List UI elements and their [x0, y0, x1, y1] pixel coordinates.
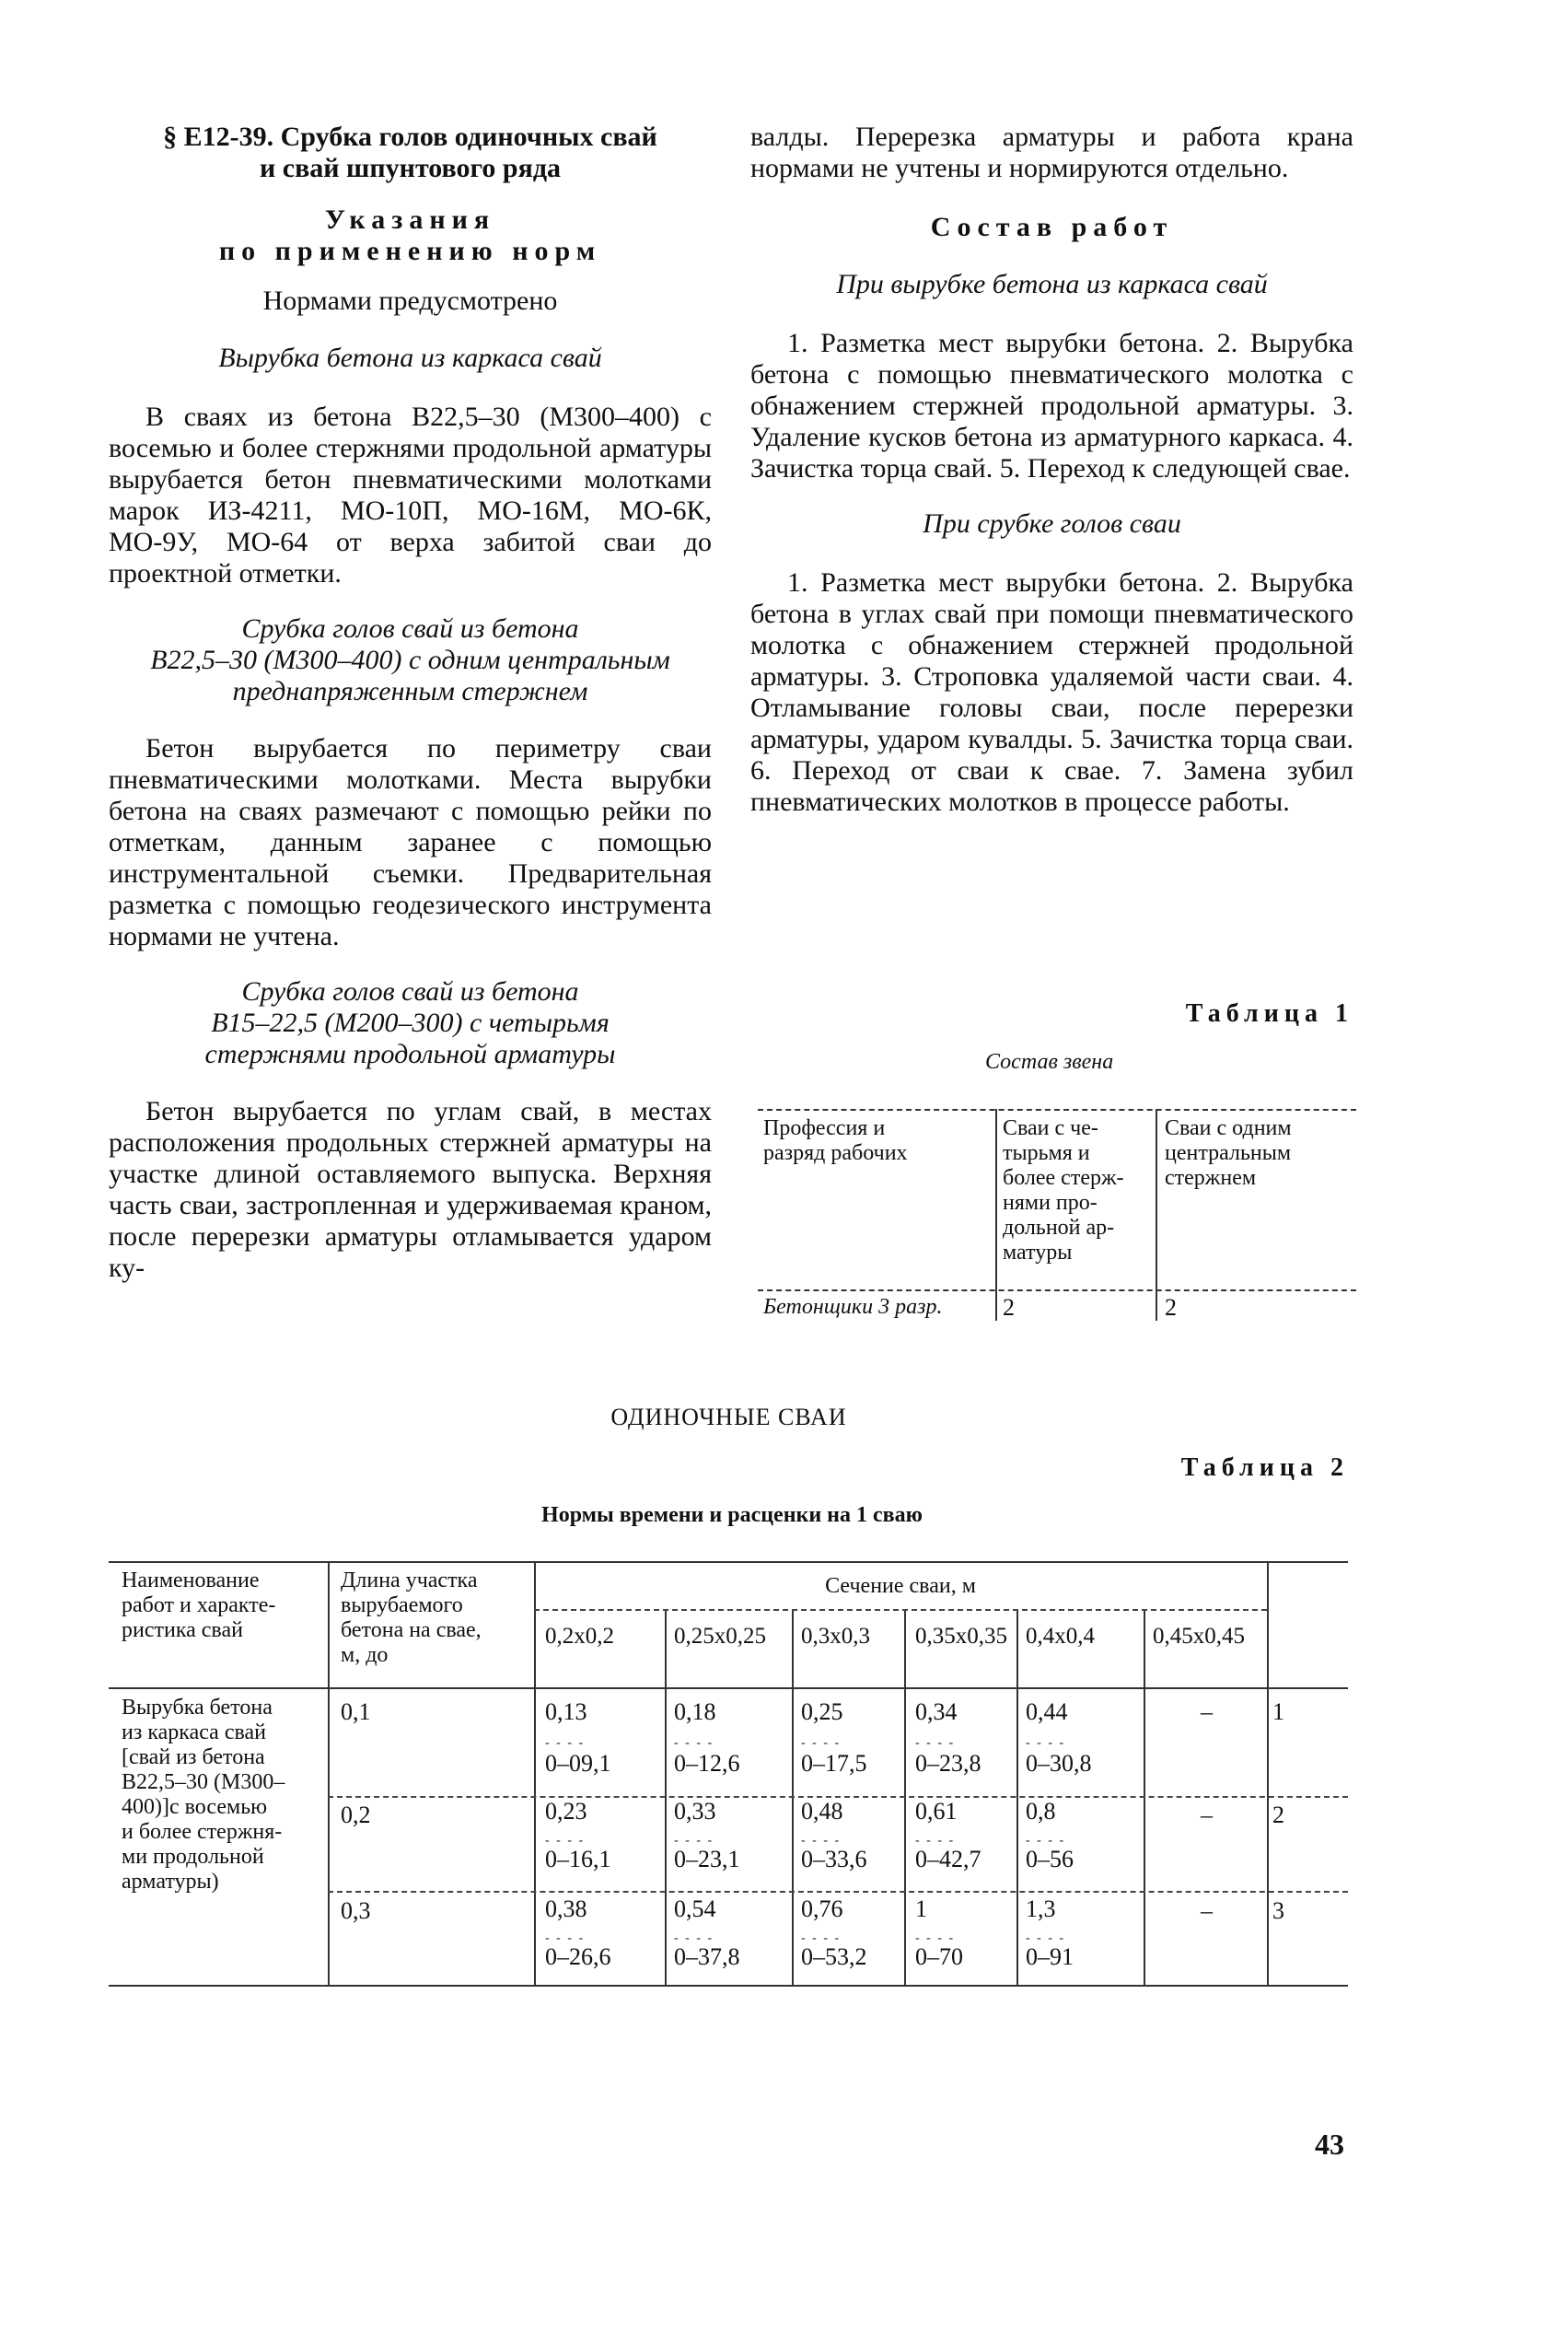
- paragraph: 1. Разметка мест вырубки бетона. 2. Вырубка бетона с помощью пневматического молотка с обнажением стержней продольной арматуры. 3. Удаление кусков бетона из арматурного каркаса. 4. Зачистка торца свай. 5. Переход к следующей свае.: [750, 328, 1353, 484]
- size-header: 0,25x0,25: [674, 1624, 766, 1649]
- table1-row-label: Бетонщики 3 разр.: [763, 1295, 943, 1319]
- paragraph: валды. Перерезка арматуры и работа крана нормами не учтены и нормируются отдельно.: [750, 122, 1353, 183]
- time-norm: 0,8: [1026, 1798, 1056, 1825]
- subheading: В22,5–30 (М300–400) с одним центральным: [150, 645, 670, 675]
- table1-header-four-bars: [1003, 1116, 1124, 1265]
- header-line: более стерж-: [1003, 1166, 1124, 1190]
- left-column: [109, 122, 712, 1284]
- time-norm: 0,38: [545, 1895, 587, 1922]
- header-line: Сваи с одним: [1165, 1116, 1292, 1140]
- table1-caption: Состав звена: [985, 1050, 1114, 1074]
- time-norm: 0,48: [801, 1798, 843, 1825]
- fraction-rule: - - - -: [545, 1931, 586, 1945]
- empty-dash: –: [1201, 1802, 1213, 1828]
- header-line: ристика свай: [122, 1618, 243, 1642]
- header-line: центральным: [1165, 1141, 1292, 1165]
- size-header: 0,35x0,35: [915, 1624, 1007, 1649]
- header-line: м, до: [341, 1643, 389, 1667]
- table1-row-value: 2: [1003, 1294, 1015, 1321]
- section-heading: § Е12-39. Срубка голов одиночных свай: [163, 122, 657, 152]
- name-line: Вырубка бетона: [122, 1696, 273, 1720]
- subheading: преднапряженным стержнем: [232, 676, 588, 706]
- table2-col-divider: [328, 1561, 330, 1985]
- header-line: Длина участка: [341, 1568, 478, 1592]
- fraction-rule: - - - -: [801, 1834, 842, 1848]
- table1-row-value: 2: [1165, 1294, 1177, 1321]
- fraction-rule: - - - -: [915, 1736, 956, 1750]
- guidelines-heading: Указания: [324, 204, 496, 235]
- guidelines-heading-cont: по применению норм: [218, 236, 602, 266]
- size-header: 0,4x0,4: [1026, 1624, 1095, 1649]
- work-composition-heading: Состав работ: [930, 212, 1174, 242]
- fraction-rule: - - - -: [674, 1834, 714, 1848]
- header-line: Сваи с че-: [1003, 1116, 1098, 1140]
- time-norm: 1,3: [1026, 1895, 1056, 1922]
- provided-text: Нормами предусмотрено: [262, 286, 558, 316]
- subheading: В15–22,5 (М200–300) с четырьмя: [211, 1008, 610, 1038]
- table2-header-name: [122, 1568, 275, 1643]
- header-line: дольной ар-: [1003, 1216, 1115, 1240]
- header-line: бетона на свае,: [341, 1618, 482, 1642]
- fraction-rule: - - - -: [915, 1931, 956, 1945]
- fraction-rule: - - - -: [1026, 1931, 1066, 1945]
- fraction-rule: - - - -: [801, 1931, 842, 1945]
- rate-cost: 0–23,8: [915, 1750, 981, 1777]
- time-norm: 0,25: [801, 1698, 843, 1725]
- rate-cost: 0–23,1: [674, 1846, 740, 1872]
- fraction-rule: - - - -: [915, 1834, 956, 1848]
- time-norm: 0,33: [674, 1798, 716, 1825]
- rate-cost: 0–91: [1026, 1943, 1074, 1970]
- size-header: 0,2x0,2: [545, 1624, 614, 1649]
- time-norm: 0,76: [801, 1895, 843, 1922]
- rate-cost: 0–53,2: [801, 1943, 867, 1970]
- table2-col-divider: [1267, 1561, 1269, 1985]
- time-norm: 0,44: [1026, 1698, 1068, 1725]
- table1-label: Таблица 1: [1185, 999, 1353, 1028]
- table2-row-rule: [328, 1891, 1348, 1893]
- header-line: стержнем: [1165, 1166, 1257, 1190]
- time-norm: 0,18: [674, 1698, 716, 1725]
- size-header: 0,3x0,3: [801, 1624, 870, 1649]
- empty-dash: –: [1201, 1698, 1213, 1725]
- header-line: вырубаемого: [341, 1593, 463, 1617]
- fraction-rule: - - - -: [801, 1736, 842, 1750]
- name-line: арматуры): [122, 1870, 219, 1894]
- header-line: нями про-: [1003, 1191, 1098, 1215]
- fraction-rule: - - - -: [674, 1931, 714, 1945]
- rate-cost: 0–09,1: [545, 1750, 611, 1777]
- row-number: 2: [1272, 1802, 1284, 1828]
- empty-dash: –: [1201, 1897, 1213, 1924]
- table2-work-name: [122, 1696, 285, 1895]
- fraction-rule: - - - -: [1026, 1834, 1066, 1848]
- rate-cost: 0–17,5: [801, 1750, 867, 1777]
- fraction-rule: - - - -: [1026, 1736, 1066, 1750]
- table2-header-rule: [109, 1687, 1348, 1689]
- subheading: стержнями продольной арматуры: [204, 1039, 616, 1069]
- header-line: тырьмя и: [1003, 1141, 1090, 1165]
- size-header: 0,45x0,45: [1153, 1624, 1245, 1649]
- length-cell: 0,2: [341, 1802, 371, 1828]
- table2-label: Таблица 2: [1180, 1453, 1349, 1482]
- rate-cost: 0–37,8: [674, 1943, 740, 1970]
- time-norm: 1: [915, 1895, 927, 1922]
- table1-top-rule: [758, 1109, 1356, 1111]
- name-line: и более стержня-: [122, 1820, 283, 1844]
- rate-cost: 0–70: [915, 1943, 963, 1970]
- rate-cost: 0–42,7: [915, 1846, 981, 1872]
- fraction-rule: - - - -: [545, 1834, 586, 1848]
- table2-col-divider: [534, 1561, 536, 1985]
- paragraph: Бетон вырубается по периметру сваи пневматическими молотками. Места вырубки бетона на сваях размечают с помощью рейки по отметкам, данным заранее с помощью инструментальной съемки. Предварительная разметка с помощью геодезического инструмента нормами не учтена.: [109, 733, 712, 951]
- name-line: В22,5–30 (М300–: [122, 1770, 285, 1794]
- row-number: 1: [1272, 1698, 1284, 1725]
- subheading: Срубка голов свай из бетона: [241, 613, 579, 644]
- subheading: Вырубка бетона из каркаса свай: [218, 343, 602, 373]
- section-heading-cont: и свай шпунтового ряда: [259, 153, 562, 183]
- time-norm: 0,13: [545, 1698, 587, 1725]
- rate-cost: 0–12,6: [674, 1750, 740, 1777]
- length-cell: 0,1: [341, 1698, 371, 1725]
- rate-cost: 0–26,6: [545, 1943, 611, 1970]
- table1-header-central-bar: [1165, 1116, 1292, 1191]
- table2-header-length: [341, 1568, 482, 1668]
- paragraph: 1. Разметка мест вырубки бетона. 2. Вырубка бетона в углах свай при помощи пневматического молотка с обнажением стержней продольной арматуры. 3. Строповка удаляемой части сваи. 4. Отламывание головы сваи, после перерезки арматуры, ударом кувалды. 5. Зачистка торца сваи. 6. Переход от сваи к свае. 7. Замена зубил пневматических молотков в процессе работы.: [750, 567, 1353, 817]
- name-line: ми продольной: [122, 1845, 264, 1869]
- right-column: [750, 122, 1353, 818]
- time-norm: 0,34: [915, 1698, 958, 1725]
- header-line: Профессия и: [763, 1116, 886, 1140]
- table2-bottom-rule: [109, 1985, 1348, 1987]
- header-line: матуры: [1003, 1241, 1073, 1265]
- table2-title: Нормы времени и расценки на 1 сваю: [541, 1503, 923, 1527]
- rate-cost: 0–33,6: [801, 1846, 867, 1872]
- header-line: Наименование: [122, 1568, 260, 1592]
- row-number: 3: [1272, 1897, 1284, 1924]
- page-number: 43: [1315, 2128, 1344, 2161]
- paragraph: В сваях из бетона В22,5–30 (М300–400) с восемью и более стержнями продольной арматуры вырубается бетон пневматическими молотками марок ИЗ-4211, МО-10П, МО-16М, МО-6К, МО-9У, МО-64 от верха забитой сваи до проектной отметки.: [109, 402, 712, 589]
- length-cell: 0,3: [341, 1897, 371, 1924]
- header-line: работ и характе-: [122, 1593, 276, 1617]
- fraction-rule: - - - -: [674, 1736, 714, 1750]
- time-norm: 0,54: [674, 1895, 716, 1922]
- subheading: Срубка голов свай из бетона: [241, 976, 579, 1007]
- table2-section-rule: [534, 1609, 1267, 1611]
- subheading: При срубке голов сваи: [923, 508, 1181, 539]
- rate-cost: 0–30,8: [1026, 1750, 1092, 1777]
- table2-top-rule: [109, 1561, 1348, 1563]
- time-norm: 0,61: [915, 1798, 958, 1825]
- table1-header-profession: [763, 1116, 908, 1166]
- header-line: разряд рабочих: [763, 1141, 908, 1165]
- section-title: ОДИНОЧНЫЕ СВАИ: [610, 1404, 847, 1430]
- rate-cost: 0–16,1: [545, 1846, 611, 1872]
- rate-cost: 0–56: [1026, 1846, 1074, 1872]
- name-line: из каркаса свай: [122, 1720, 266, 1744]
- name-line: [свай из бетона: [122, 1745, 265, 1769]
- subheading: При вырубке бетона из каркаса свай: [836, 269, 1268, 299]
- fraction-rule: - - - -: [545, 1736, 586, 1750]
- name-line: 400)]с восемью: [122, 1795, 268, 1819]
- table2-header-section: Сечение сваи, м: [825, 1574, 976, 1598]
- time-norm: 0,23: [545, 1798, 587, 1825]
- table1-header-rule: [758, 1289, 1356, 1291]
- paragraph: Бетон вырубается по углам свай, в местах расположения продольных стержней арматуры на участке длиной оставляемого выпуска. Верхняя часть сваи, застропленная и удерживаемая краном, после перерезки арматуры отламывается ударом ку-: [109, 1096, 712, 1283]
